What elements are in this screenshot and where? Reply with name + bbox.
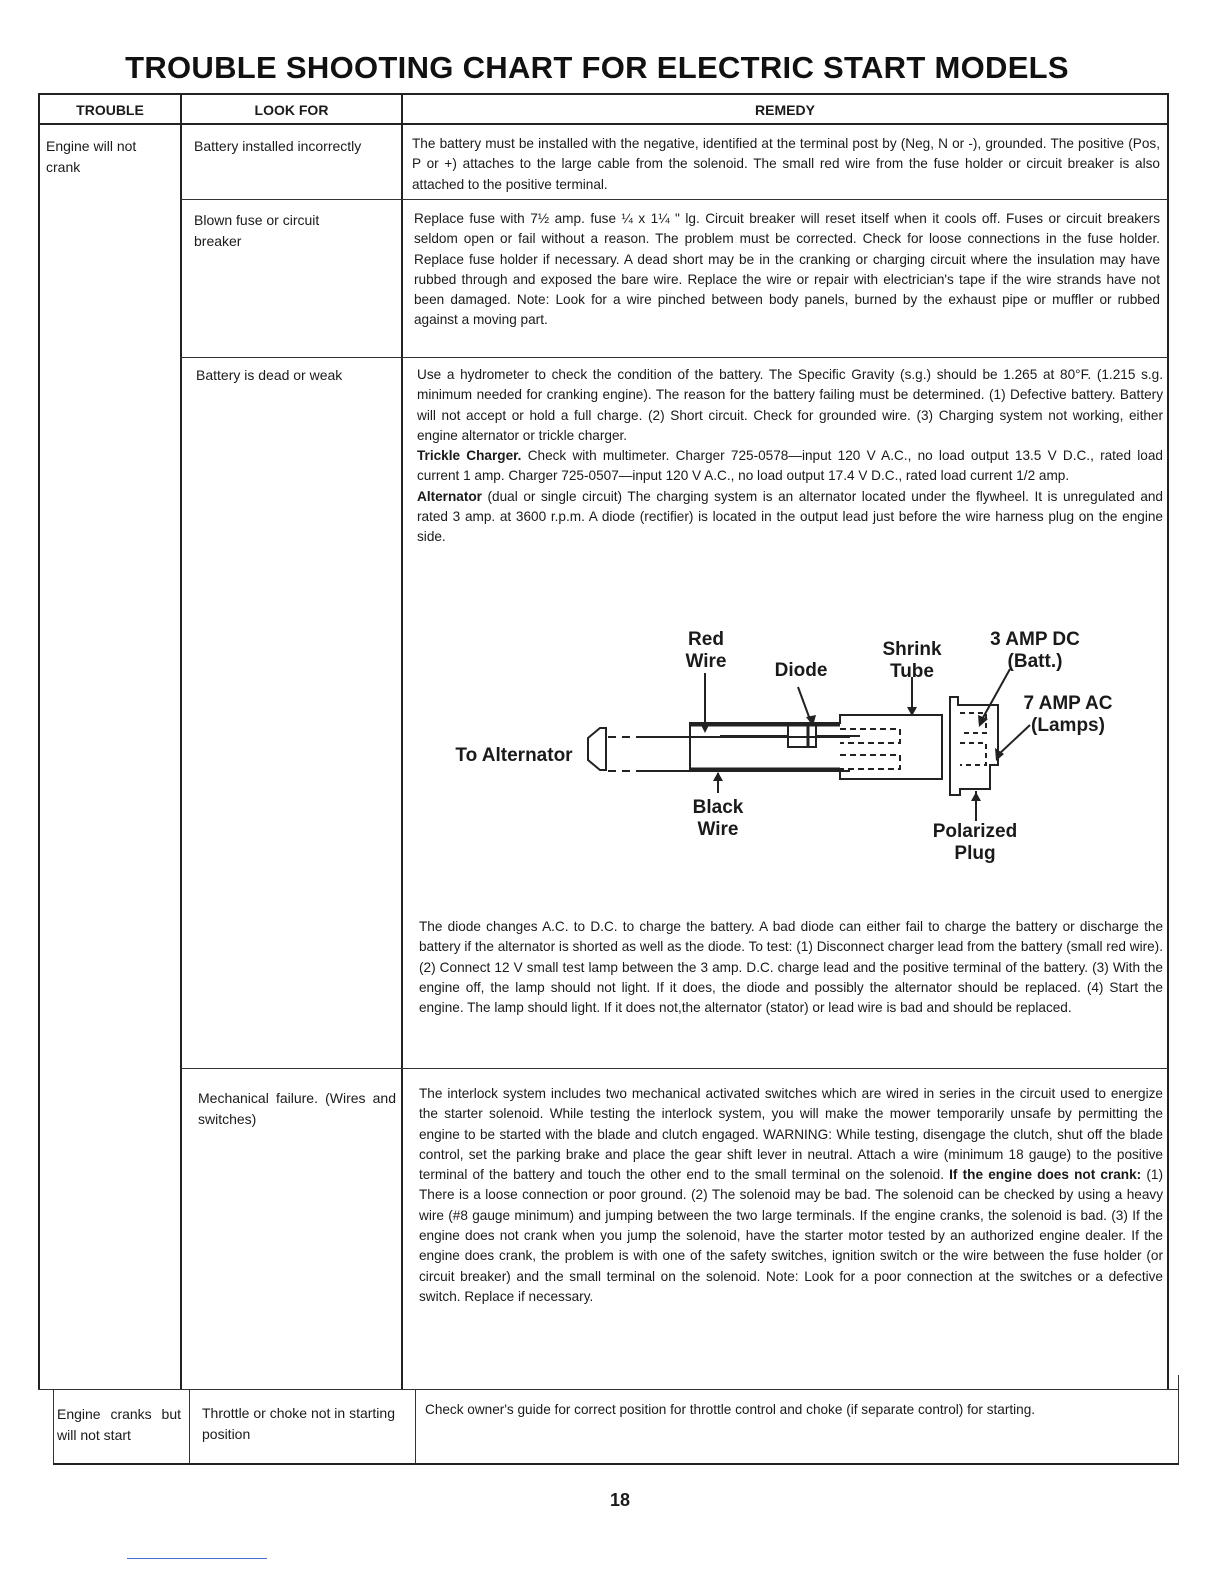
alternator-connector-shape <box>588 728 606 770</box>
to-alternator-label: To Alternator <box>455 745 573 766</box>
table-top-border <box>38 93 1168 95</box>
lookfor-mechanical-failure: Mechanical failure. (Wires and switches) <box>198 1090 396 1127</box>
remedy-blown-fuse: Replace fuse with 7½ amp. fuse ¼ x 1¼ " lg. Circuit breaker will reset itself when it cools off. Fuses or circuit breakers seldom open or fail without a reason. The problem must be corrected. Check for loose connections in the fuse holder. Replace fuse holder if necessary. A dead short may be in the cranking or charging circuit where the insulation may have rubbed through and exposed the bare wire. Replace the wire or repair with electrician's tape if the wire strands have not been damaged. Note: Look for a wire pinched between body panels, burned by the exhaust pipe or muffler or rubbed against a moving part. <box>414 211 1160 328</box>
header-look-for: LOOK FOR <box>254 102 329 118</box>
bottom-rule <box>127 1558 267 1559</box>
row-divider-3 <box>180 1068 1168 1069</box>
header-remedy: REMEDY <box>755 102 815 118</box>
black-wire-arrowhead <box>713 772 723 781</box>
table-left-border <box>38 93 40 1390</box>
trouble-engine-cranks: Engine cranks but will not start <box>57 1406 181 1443</box>
diode-label: Diode <box>774 660 828 681</box>
table-right-border <box>1167 93 1169 1390</box>
bottom-col-divider-2 <box>415 1389 416 1464</box>
trouble-engine-will-not-crank: Engine will not crank <box>46 138 137 175</box>
dc-pointer <box>980 669 1010 723</box>
red-wire-arrowhead <box>700 723 710 733</box>
header-bottom-border <box>38 123 1168 125</box>
bottom-col-divider-1 <box>189 1389 190 1464</box>
section-divider <box>38 1389 1178 1390</box>
plug-socket-ac <box>960 743 986 765</box>
alternator-label: Alternator <box>417 488 482 504</box>
bottom-left-border <box>53 1389 54 1464</box>
lookfor-throttle-choke: Throttle or choke not in starting position <box>202 1405 395 1442</box>
lookfor-blown-fuse: Blown fuse or circuit breaker <box>194 212 320 249</box>
ac-amp-label: 7 AMP AC (Lamps) <box>1023 693 1113 736</box>
bottom-right-border <box>1178 1375 1179 1464</box>
shrink-tube-label: Shrink Tube <box>882 639 942 682</box>
remedy-hydrometer-text: Use a hydrometer to check the condition of the battery. The Specific Gravity (s.g.) should be 1.265 at 80°F. (1.215 s.g. minimum needed for cranking engine). The reason for the battery failing must be determined. (1) Defective battery. Battery will not accept or hold a full charge. (2) Short circuit. Check for grounded wire. (3) Charging system not working, either engine alternator or trickle charger. <box>417 367 1163 443</box>
header-trouble: TROUBLE <box>76 102 144 118</box>
remedy-diode-test: The diode changes A.C. to D.C. to charge the battery. A bad diode can either fail to charge the battery or discharge the battery if the alternator is shorted as well as the diode. To test: (1) Disconnect charger lead from the battery (small red wire). (2) Connect 12 V small test lamp between the 3 amp. D.C. charge lead and the positive terminal of the battery. (3) With the engine off, the lamp should not light. If it does, the diode and possibly the alternator should be replaced. (4) Start the engine. The lamp should light. If it does not,the alternator (stator) or lead wire is bad and should be replaced. <box>419 919 1163 1016</box>
polarized-plug-label: Polarized Plug <box>932 821 1018 864</box>
lookfor-battery-dead: Battery is dead or weak <box>196 367 343 383</box>
trouble-col-divider <box>180 93 182 1390</box>
remedy-battery-installed: The battery must be installed with the negative, identified at the terminal post by (Neg, N or -), grounded. The positive (Pos, P or +) attaches to the large cable from the solenoid. The small red wire from the fuse holder or circuit breaker is also attached to the positive terminal. <box>412 136 1160 192</box>
table-bottom-border <box>53 1463 1179 1465</box>
lookfor-battery-installed: Battery installed incorrectly <box>194 138 362 154</box>
polarized-plug-shape <box>950 697 998 795</box>
interlock-checks-text: (1) There is a loose connection or poor ground. (2) The solenoid may be bad. The solenoid can be checked by using a heavy wire (#8 gauge minimum) and jumping between the two large terminals. If the engine cranks, the solenoid is bad. (3) If the engine does not crank when you jump the solenoid, have the starter motor tested by an authorized engine dealer. If the engine does crank, the problem is with one of the safety switches, ignition switch or the wire between the fuse holder (or circuit breaker) and the small terminal on the solenoid. Note: Look for a poor connection at the switches or a defective switch. Replace if necessary. <box>419 1167 1163 1304</box>
diode-wiring-diagram <box>420 615 1160 905</box>
dc-amp-label: 3 AMP DC (Batt.) <box>990 629 1080 672</box>
remedy-mechanical-failure <box>419 1084 1163 1307</box>
remedy-battery-dead <box>417 365 1163 548</box>
trickle-charger-label: Trickle Charger. <box>417 448 522 464</box>
terminal-ac-shape <box>840 755 900 769</box>
remedy-throttle-choke: Check owner's guide for correct position for throttle control and choke (if separate control) for starting. <box>425 1402 1036 1417</box>
alternator-text: (dual or single circuit) The charging system is an alternator located under the flywheel. It is unregulated and rated 3 amp. at 3600 r.p.m. A diode (rectifier) is located in the output lead just before the wire harness plug on the engine side. <box>417 488 1163 545</box>
black-wire-label: Black Wire <box>692 797 744 840</box>
engine-not-crank-label: If the engine does not crank: <box>949 1167 1142 1183</box>
red-wire-label: Red Wire <box>685 629 727 672</box>
trickle-charger-text: Check with multimeter. Charger 725-0578—input 120 V A.C., no load output 13.5 V D.C., rated load current 1 amp. Charger 725-0507—input 120 V A.C., no load output 17.4 V D.C., rated load current 1/2 amp. <box>417 448 1163 484</box>
row-divider-2 <box>180 357 1168 358</box>
page-number: 18 <box>609 1490 631 1510</box>
row-divider-1 <box>180 199 1168 200</box>
polarized-plug-arrowhead <box>971 792 981 801</box>
interlock-text: The interlock system includes two mechanical activated switches which are wired in series in the circuit used to energize the starter solenoid. While testing the interlock system, you will make the mower temporarily unsafe by permitting the engine to be started with the blade and clutch engaged. WARNING: While testing, disengage the clutch, shut off the blade control, set the parking brake and place the gear shift lever in neutral. Attach a wire (minimum 18 gauge) to the positive terminal of the battery and touch the other end to the small terminal on the solenoid. <box>419 1086 1163 1183</box>
lookfor-col-divider <box>401 93 403 1390</box>
page-title: TROUBLE SHOOTING CHART FOR ELECTRIC START MODELS <box>125 50 1069 85</box>
